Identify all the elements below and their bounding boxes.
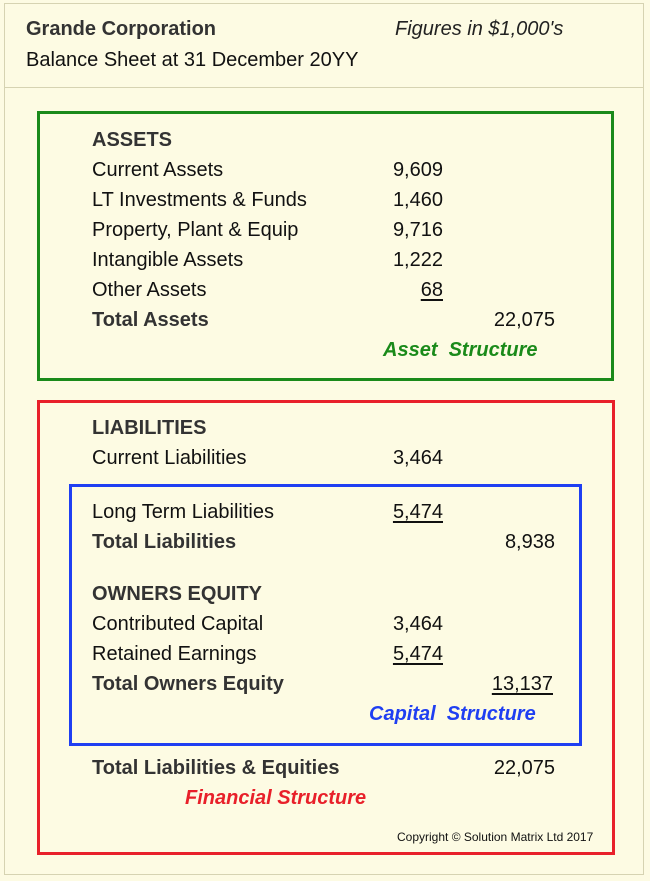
asset-value-current: 9,609 bbox=[392, 159, 443, 181]
asset-value-other-text: 68 bbox=[420, 279, 443, 301]
financial-structure-label: Financial Structure bbox=[185, 787, 367, 809]
figures-note: Figures in $1,000's bbox=[395, 18, 564, 40]
capital-structure-label: Capital Structure bbox=[369, 703, 536, 725]
current-liabilities-value: 3,464 bbox=[392, 447, 443, 469]
sheet-subtitle: Balance Sheet at 31 December 20YY bbox=[26, 49, 359, 71]
current-liabilities-label: Current Liabilities bbox=[92, 447, 247, 469]
total-owners-equity-label: Total Owners Equity bbox=[92, 673, 284, 695]
total-liabilities-equities-value: 22,075 bbox=[493, 757, 555, 779]
owners-equity-heading: OWNERS EQUITY bbox=[92, 583, 263, 605]
balance-sheet-page bbox=[4, 3, 644, 875]
total-liabilities-equities-label: Total Liabilities & Equities bbox=[92, 757, 340, 779]
retained-earnings-value-text: 5,474 bbox=[392, 643, 443, 665]
asset-label-lt-investments: LT Investments & Funds bbox=[92, 189, 307, 211]
asset-label-intangible: Intangible Assets bbox=[92, 249, 244, 271]
asset-structure-label: Asset Structure bbox=[383, 339, 538, 361]
liabilities-heading: LIABILITIES bbox=[92, 417, 207, 439]
total-liabilities-label: Total Liabilities bbox=[92, 531, 237, 553]
assets-heading: ASSETS bbox=[92, 129, 173, 151]
long-term-liabilities-value-text: 5,474 bbox=[392, 501, 443, 523]
asset-value-intangible: 1,222 bbox=[392, 249, 443, 271]
retained-earnings-label: Retained Earnings bbox=[92, 643, 257, 665]
contributed-capital-value: 3,464 bbox=[392, 613, 443, 635]
asset-label-ppe: Property, Plant & Equip bbox=[92, 219, 299, 241]
asset-value-other bbox=[343, 278, 443, 302]
total-assets-label: Total Assets bbox=[92, 309, 209, 331]
asset-value-ppe: 9,716 bbox=[392, 219, 443, 241]
total-owners-equity-value bbox=[453, 672, 553, 696]
copyright-notice: Copyright © Solution Matrix Ltd 2017 bbox=[397, 830, 594, 844]
long-term-liabilities-value bbox=[343, 500, 443, 524]
total-assets-value: 22,075 bbox=[493, 309, 555, 331]
asset-label-other: Other Assets bbox=[92, 279, 207, 301]
total-owners-equity-value-text: 13,137 bbox=[491, 673, 553, 695]
asset-value-lt-investments: 1,460 bbox=[392, 189, 443, 211]
company-name: Grande Corporation bbox=[26, 18, 217, 40]
asset-label-current: Current Assets bbox=[92, 159, 224, 181]
total-liabilities-value: 8,938 bbox=[504, 531, 555, 553]
long-term-liabilities-label: Long Term Liabilities bbox=[92, 501, 274, 523]
header bbox=[5, 4, 643, 88]
retained-earnings-value bbox=[343, 642, 443, 666]
contributed-capital-label: Contributed Capital bbox=[92, 613, 264, 635]
